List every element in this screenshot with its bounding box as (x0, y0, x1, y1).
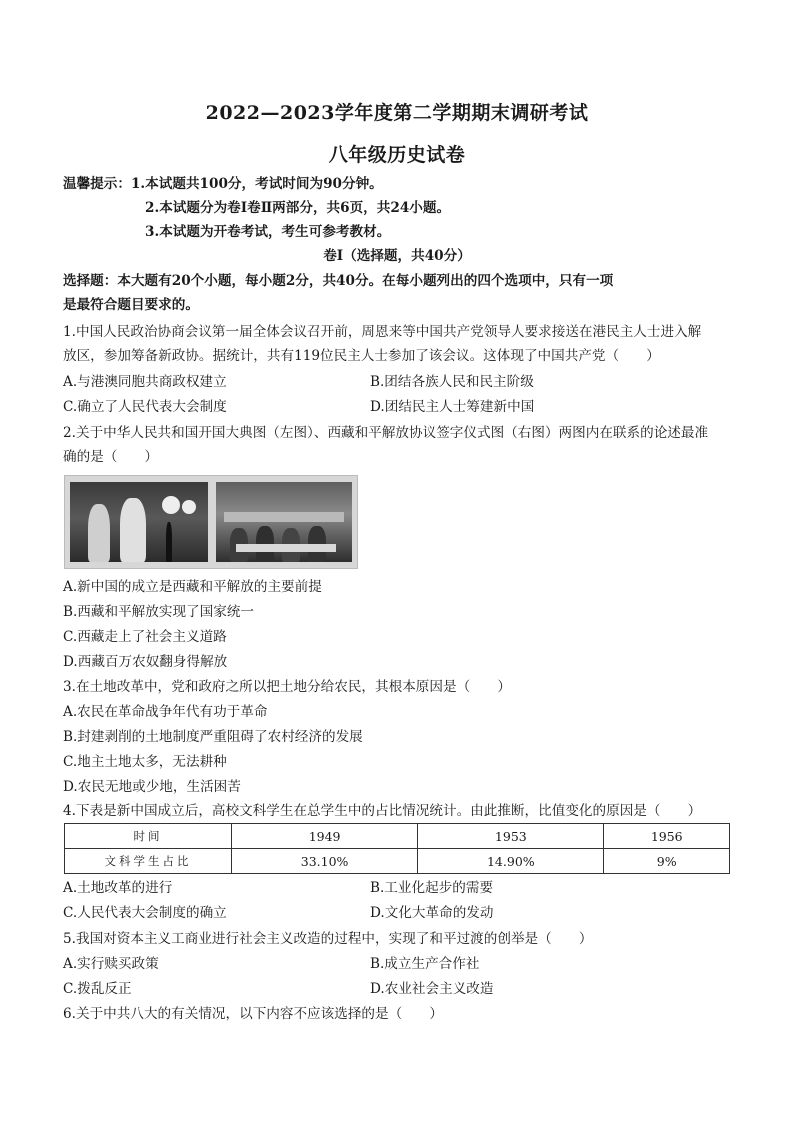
question-3-option-d[interactable]: D.农民无地或少地，生活困苦 (63, 779, 241, 795)
table-cell: 9% (604, 849, 730, 874)
question-3-option-c[interactable]: C.地主土地太多，无法耕种 (63, 754, 227, 770)
question-4-option-b[interactable]: B.工业化起步的需要 (370, 880, 494, 896)
question-1-option-c[interactable]: C.确立了人民代表大会制度 (63, 399, 227, 415)
notice-line-1 (63, 172, 738, 196)
question-2-option-d[interactable]: D.西藏百万农奴翻身得解放 (63, 654, 228, 670)
question-2-option-a[interactable]: A.新中国的成立是西藏和平解放的主要前提 (63, 579, 322, 595)
question-4-stem: 4.下表是新中国成立后，高校文科学生在总学生中的占比情况统计。由此推断，比值变化的原因是（ ） (63, 803, 702, 819)
question-1-option-d[interactable]: D.团结民主人士筹建新中国 (370, 399, 535, 415)
founding-ceremony-photo (70, 482, 208, 562)
question-2-stem: 确的是（ ） (63, 449, 159, 465)
question-5-stem: 5.我国对资本主义工商业进行社会主义改造的过程中，实现了和平过渡的创举是（ ） (63, 931, 593, 947)
question-5-option-a[interactable]: A.实行赎买政策 (63, 956, 159, 972)
question-5-option-d[interactable]: D.农业社会主义改造 (370, 981, 494, 997)
question-2-option-c[interactable]: C.西藏走上了社会主义道路 (63, 629, 227, 645)
question-2-photos (64, 475, 358, 569)
table-cell: 时间 (65, 824, 232, 849)
notice-item: 2.本试题分为卷Ⅰ卷Ⅱ两部分，共6页，共24小题。 (145, 200, 451, 216)
table-row (65, 824, 730, 849)
notice-label: 温馨提示： (63, 176, 131, 192)
table-cell: 1953 (418, 824, 604, 849)
question-2-option-b[interactable]: B.西藏和平解放实现了国家统一 (63, 604, 255, 620)
section-instructions: 是最符合题目要求的。 (63, 297, 199, 313)
table-cell: 1956 (604, 824, 730, 849)
section-instructions: 选择题：本大题有20个小题，每小题2分，共40分。在每小题列出的四个选项中，只有一项 (63, 273, 614, 289)
question-4-table (64, 823, 730, 874)
question-1-stem: 1.中国人民政治协商会议第一届全体会议召开前，周恩来等中国共产党领导人要求接送在港民主人士进入解 (63, 324, 702, 340)
question-1-option-b[interactable]: B.团结各族人民和民主阶级 (370, 374, 534, 390)
section-heading: 卷Ⅰ（选择题，共40分） (323, 248, 471, 264)
question-3-option-a[interactable]: A.农民在革命战争年代有功于革命 (63, 704, 268, 720)
table-cell: 1949 (232, 824, 418, 849)
question-2-stem: 2.关于中华人民共和国开国大典图（左图）、西藏和平解放协议签字仪式图（右图）两图内在联系的论述最准 (63, 425, 709, 441)
notice-item: 3.本试题为开卷考试，考生可参考教材。 (145, 224, 391, 240)
exam-subtitle: 八年级历史试卷 (328, 144, 466, 166)
table-cell: 33.10% (232, 849, 418, 874)
question-1-stem: 放区，参加筹备新政协。据统计，共有119位民主人士参加了该会议。这体现了中国共产党（ ） (63, 348, 660, 364)
tibet-agreement-signing-photo (216, 482, 352, 562)
question-3-stem: 3.在土地改革中，党和政府之所以把土地分给农民，其根本原因是（ ） (63, 679, 511, 695)
question-4-option-c[interactable]: C.人民代表大会制度的确立 (63, 905, 227, 921)
notice-item: 1.本试题共100分，考试时间为90分钟。 (130, 176, 383, 192)
question-1-option-a[interactable]: A.与港澳同胞共商政权建立 (63, 374, 227, 390)
table-cell: 文科学生占比 (65, 849, 232, 874)
table-row (65, 849, 730, 874)
question-4-option-a[interactable]: A.土地改革的进行 (63, 880, 173, 896)
table-cell: 14.90% (418, 849, 604, 874)
question-3-option-b[interactable]: B.封建剥削的土地制度严重阻碍了农村经济的发展 (63, 729, 363, 745)
exam-title: 2022—2023学年度第二学期期末调研考试 (205, 102, 589, 124)
question-6-stem: 6.关于中共八大的有关情况，以下内容不应该选择的是（ ） (63, 1006, 443, 1022)
question-5-option-c[interactable]: C.拨乱反正 (63, 981, 132, 997)
question-5-option-b[interactable]: B.成立生产合作社 (370, 956, 480, 972)
question-4-option-d[interactable]: D.文化大革命的发动 (370, 905, 494, 921)
